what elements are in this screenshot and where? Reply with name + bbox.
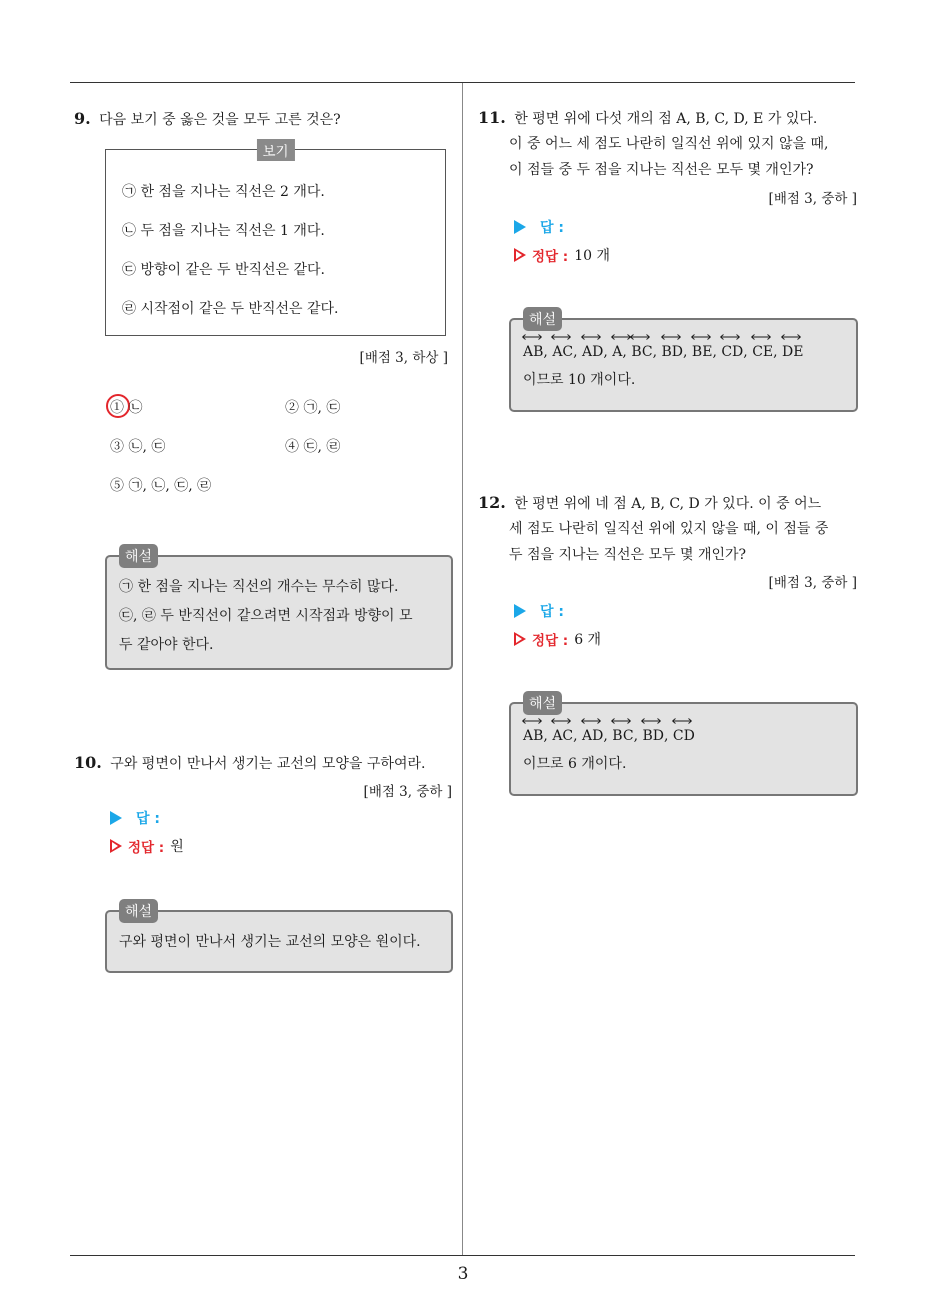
correct-value: 6 개 [574,632,602,648]
points-label: [배점 3, 중하 ] [768,191,857,207]
explanation-tab: 해설 [523,691,562,715]
answer-arrow-icon [514,604,526,618]
correct-value: 원 [170,839,184,855]
separator: , [543,728,553,744]
line-notation: BD [662,338,684,367]
separator: , [663,728,673,744]
answer-arrow-icon [514,220,526,234]
explanation-line: 이므로 10 개이다. [523,372,636,388]
option-3[interactable]: ③ ㉡, ㉢ [110,439,166,455]
bogi-item: ㉠ 한 점을 지나는 직선은 2 개다. [122,184,325,200]
question-text-line: 이 점들 중 두 점을 지나는 직선은 모두 몇 개인가? [509,162,814,178]
double-arrow-icon [661,334,681,340]
separator: , [652,344,662,360]
correct-arrow-icon [110,839,122,853]
question-text-line: 한 평면 위에 다섯 개의 점 A, B, C, D, E 가 있다. [514,111,818,127]
separator: , [712,344,722,360]
double-arrow-icon [641,718,661,724]
bogi-box [105,144,446,336]
correct-answer-row [514,629,601,649]
double-arrow-icon [551,718,571,724]
answer-arrow-icon [110,811,122,825]
explanation-line: 두 같아야 한다. [119,637,214,653]
line-notation: AB [523,338,543,367]
separator: , [773,344,783,360]
line-notation: CD [721,338,743,367]
line-notation: AD [582,722,603,751]
separator: , [603,728,613,744]
question-text-line: 두 점을 지나는 직선은 모두 몇 개인가? [509,547,747,563]
explanation-line: 이므로 6 개이다. [523,756,627,772]
explanation-box [509,312,858,412]
question-12 [478,490,863,517]
correct-label: 정답 : [128,840,165,856]
bogi-item: ㉡ 두 점을 지나는 직선은 1 개다. [122,223,325,239]
answer-label: 답 : [540,220,564,236]
footer-rule [70,1255,855,1256]
separator: , [543,344,553,360]
question-number: 11. [478,108,506,127]
line-notation: AD [582,338,603,367]
line-notation: BD [642,722,664,751]
explanation-line: ㉠ 한 점을 지나는 직선의 개수는 무수히 많다. [119,579,399,595]
bogi-item: ㉣ 시작점이 같은 두 반직선은 같다. [122,301,339,317]
line-notation: CE [752,338,773,367]
correct-value: 10 개 [574,248,610,264]
points-label: [배점 3, 중하 ] [768,575,857,591]
double-arrow-icon [611,334,631,340]
question-number: 10. [74,753,102,772]
double-arrow-icon [551,334,571,340]
separator: , [633,728,643,744]
line-notation: BC [631,338,652,367]
double-arrow-icon [720,334,740,340]
answer-row [110,808,160,828]
separator: , [743,344,753,360]
question-11 [478,105,863,132]
points-label: [배점 3, 중하 ] [363,784,452,800]
line-notation: DE [782,338,803,367]
option-1[interactable]: ① ㉡ [110,400,143,416]
explanation-line: ㉢, ㉣ 두 반직선이 같으려면 시작점과 방향이 모 [119,608,413,624]
double-arrow-icon [691,334,711,340]
double-arrow-icon [781,334,801,340]
explanation-tab: 해설 [119,544,158,568]
line-notation: BE [692,338,713,367]
separator: , [573,728,583,744]
answer-row [514,601,564,621]
separator: , [683,344,692,360]
column-divider [462,83,463,1255]
bogi-item: ㉢ 방향이 같은 두 반직선은 같다. [122,262,325,278]
option-5[interactable]: ⑤ ㉠, ㉡, ㉢, ㉣ [110,478,212,494]
question-text-line: 한 평면 위에 네 점 A, B, C, D 가 있다. 이 중 어느 [514,496,822,512]
double-arrow-icon [611,718,631,724]
question-number: 9. [74,109,91,128]
line-notation: AB [523,722,543,751]
answer-label: 답 : [136,811,160,827]
correct-arrow-icon [514,248,526,262]
line-list [523,722,695,751]
option-4[interactable]: ④ ㉢, ㉣ [285,439,341,455]
double-arrow-icon [751,334,771,340]
correct-answer-row [110,836,184,856]
correct-label: 정답 : [532,633,569,649]
double-arrow-icon [630,334,650,340]
explanation-tab: 해설 [523,307,562,331]
points-label: [배점 3, 하상 ] [359,350,448,366]
option-2[interactable]: ② ㉠, ㉢ [285,400,341,416]
question-10 [74,750,425,777]
double-arrow-icon [522,718,542,724]
correct-arrow-icon [514,632,526,646]
double-arrow-icon [581,718,601,724]
explanation-box [105,549,453,670]
question-text-line: 이 중 어느 세 점도 나란히 일직선 위에 있지 않을 때, [509,136,829,152]
line-notation: AC [552,722,573,751]
explanation-line: 구와 평면이 만나서 생기는 교선의 모양은 원이다. [119,934,421,950]
correct-label: 정답 : [532,249,569,265]
explanation-box [105,904,453,973]
question-number: 12. [478,493,506,512]
question-9 [74,106,341,133]
line-notation: CD [673,722,695,751]
answer-row [514,217,564,237]
double-arrow-icon [581,334,601,340]
answer-label: 답 : [540,604,564,620]
separator: , [573,344,583,360]
bogi-title: 보기 [256,139,294,161]
double-arrow-icon [672,718,692,724]
question-text: 구와 평면이 만나서 생기는 교선의 모양을 구하여라. [110,756,426,772]
page-number: 3 [457,1264,469,1284]
double-arrow-icon [522,334,542,340]
question-text-line: 세 점도 나란히 일직선 위에 있지 않을 때, 이 점들 중 [509,521,829,537]
line-notation: A [612,338,622,367]
line-list [523,338,803,367]
line-notation: AC [552,338,573,367]
separator: , [603,344,613,360]
question-text: 다음 보기 중 옳은 것을 모두 고른 것은? [99,112,341,128]
line-notation: BC [612,722,633,751]
separator: , [622,344,632,360]
correct-answer-row [514,245,610,265]
explanation-box [509,696,858,796]
explanation-tab: 해설 [119,899,158,923]
